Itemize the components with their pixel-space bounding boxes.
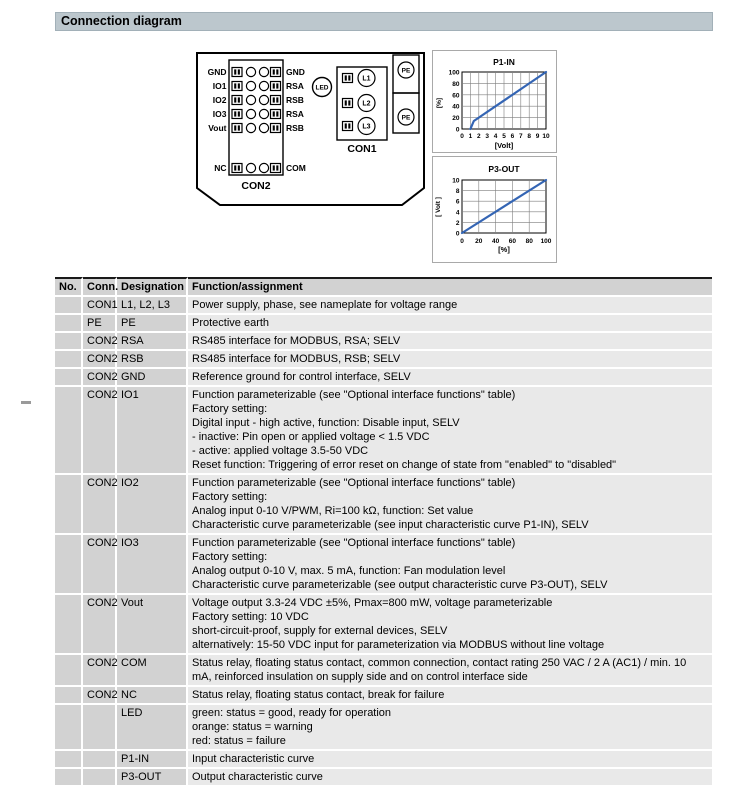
y-tick: 6 — [455, 198, 460, 206]
terminal-icon — [343, 99, 353, 108]
y-axis-label: [%] — [436, 97, 443, 109]
y-tick: 60 — [452, 92, 460, 100]
x-tick: 80 — [525, 238, 533, 245]
cell-designation: IO1 — [117, 387, 188, 475]
x-tick: 2 — [476, 133, 481, 140]
table-row — [55, 369, 712, 387]
column-header-designation: Designation — [117, 277, 188, 297]
function-line: RS485 interface for MODBUS, RSB; SELV — [192, 353, 401, 365]
y-tick: 0 — [455, 126, 460, 134]
led-label: LED — [315, 84, 329, 92]
function-line: orange: status = warning — [192, 721, 313, 733]
function-line: Status relay, floating status contact, common connection, contact rating 250 VAC / 2 A (AC1) / min. 10 mA, reinforced insulation on supply side and on control interface side — [192, 657, 687, 683]
x-axis-label: [%] — [498, 245, 510, 254]
cell-conn: CON2 — [83, 655, 117, 687]
function-line: Factory setting: — [192, 491, 268, 503]
pe-label: PE — [401, 114, 411, 122]
function-line: Reference ground for control interface, SELV — [192, 371, 411, 383]
cell-function — [188, 655, 712, 687]
y-tick: 10 — [452, 177, 460, 185]
con2-pin-label-right: RSA — [286, 109, 304, 119]
cell-designation: IO2 — [117, 475, 188, 535]
cell-function — [188, 687, 712, 705]
pe-label: PE — [401, 67, 411, 75]
y-tick: 80 — [452, 80, 460, 88]
function-line: Reset function: Triggering of error reset on change of state from "enabled" to "disabled" — [192, 459, 617, 471]
cell-conn: CON2 — [83, 535, 117, 595]
cell-function — [188, 351, 712, 369]
wire-hole-icon — [259, 95, 268, 104]
cell-conn: CON2 — [83, 333, 117, 351]
function-line: alternatively: 15-50 VDC input for parameterization via MODBUS without line voltage — [192, 639, 605, 651]
terminal-icon — [232, 82, 242, 91]
x-tick: 8 — [527, 133, 532, 140]
function-line: Power supply, phase, see nameplate for voltage range — [192, 299, 458, 311]
x-axis-label: [Volt] — [494, 141, 514, 150]
cell-function — [188, 769, 712, 787]
terminal-icon — [271, 82, 281, 91]
cell-no — [55, 315, 83, 333]
cell-function — [188, 595, 712, 655]
function-line: RS485 interface for MODBUS, RSA; SELV — [192, 335, 401, 347]
column-header-function: Function/assignment — [188, 277, 712, 297]
terminal-icon — [271, 68, 281, 77]
wire-hole-icon — [259, 109, 268, 118]
cell-no — [55, 369, 83, 387]
y-tick: 0 — [455, 230, 460, 238]
function-line: - active: applied voltage 3.5-50 VDC — [192, 445, 369, 457]
function-line: Function parameterizable (see "Optional interface functions" table) — [192, 389, 516, 401]
pe-blocks — [393, 55, 419, 133]
table-row — [55, 705, 712, 751]
con1-label: CON1 — [347, 143, 377, 155]
terminal-icon — [343, 122, 353, 131]
cell-conn — [83, 769, 117, 787]
con2-pin-label-left: IO2 — [212, 95, 227, 105]
function-line: Status relay, floating status contact, break for failure — [192, 689, 445, 701]
function-line: - inactive: Pin open or applied voltage < 1.5 VDC — [192, 431, 430, 443]
con2-pin-label-right: RSB — [286, 123, 304, 133]
cell-no — [55, 705, 83, 751]
x-tick: 20 — [475, 238, 483, 245]
cell-function — [188, 315, 712, 333]
function-line: Protective earth — [192, 317, 270, 329]
terminal-icon — [271, 164, 281, 173]
section-title: Connection diagram — [55, 12, 713, 31]
con2-pin-label-left: IO3 — [212, 109, 227, 119]
cell-no — [55, 297, 83, 315]
cell-designation: P3-OUT — [117, 769, 188, 787]
x-tick: 5 — [502, 133, 506, 140]
terminal-icon — [232, 96, 242, 105]
led-indicator — [313, 78, 332, 97]
function-line: Factory setting: 10 VDC — [192, 611, 309, 623]
cell-function — [188, 475, 712, 535]
table-row — [55, 535, 712, 595]
cell-designation: Vout — [117, 595, 188, 655]
cell-conn — [83, 751, 117, 769]
terminal-icon — [232, 110, 242, 119]
device-outline — [197, 53, 424, 205]
cell-no — [55, 687, 83, 705]
wire-hole-icon — [259, 123, 268, 132]
p1-in-chart — [432, 50, 557, 153]
cell-designation: COM — [117, 655, 188, 687]
con2-pin-label-right: COM — [286, 163, 306, 173]
x-tick: 1 — [468, 133, 473, 140]
cell-conn — [83, 705, 117, 751]
function-line: Digital input - high active, function: Disable input, SELV — [192, 417, 460, 429]
cell-no — [55, 387, 83, 475]
x-tick: 0 — [460, 133, 464, 140]
cell-no — [55, 333, 83, 351]
cell-designation: LED — [117, 705, 188, 751]
function-line: Voltage output 3.3-24 VDC ±5%, Pmax=800 mW, voltage parameterizable — [192, 597, 553, 609]
cell-no — [55, 769, 83, 787]
wire-hole-icon — [246, 163, 255, 172]
cell-designation: IO3 — [117, 535, 188, 595]
wire-hole-icon — [246, 81, 255, 90]
cell-function — [188, 297, 712, 315]
x-tick: 7 — [518, 133, 523, 140]
table-row — [55, 595, 712, 655]
x-tick: 9 — [535, 133, 540, 140]
table-row — [55, 655, 712, 687]
x-tick: 60 — [508, 238, 517, 245]
function-line: Characteristic curve parameterizable (see input characteristic curve P1-IN), SELV — [192, 519, 589, 531]
cell-designation: RSA — [117, 333, 188, 351]
wire-hole-icon — [246, 109, 255, 118]
con2-pin-label-left: IO1 — [212, 81, 227, 91]
chart-title: P1-IN — [493, 57, 515, 67]
con2-pin-label-left: NC — [214, 163, 227, 173]
function-line: Factory setting: — [192, 551, 268, 563]
con2-pin-label-right: RSB — [286, 95, 304, 105]
cell-function — [188, 751, 712, 769]
cell-conn: CON2 — [83, 687, 117, 705]
x-tick: 4 — [493, 133, 498, 140]
cell-designation: P1-IN — [117, 751, 188, 769]
cell-designation: GND — [117, 369, 188, 387]
y-tick: 100 — [448, 69, 460, 77]
connection-table — [55, 277, 712, 787]
cell-no — [55, 751, 83, 769]
table-row — [55, 687, 712, 705]
x-tick: 3 — [485, 133, 490, 140]
table-row — [55, 333, 712, 351]
terminal-icon — [232, 68, 242, 77]
x-tick: 40 — [491, 238, 500, 245]
cell-no — [55, 595, 83, 655]
function-line: Output characteristic curve — [192, 771, 323, 783]
cell-function — [188, 369, 712, 387]
con2-label: CON2 — [241, 180, 271, 192]
function-line: Function parameterizable (see "Optional interface functions" table) — [192, 477, 516, 489]
connection-device-diagram — [190, 48, 435, 218]
wire-hole-icon — [259, 81, 268, 90]
y-tick: 40 — [452, 103, 460, 111]
cell-function — [188, 705, 712, 751]
phase-label-l3: L3 — [362, 123, 371, 131]
x-tick: 100 — [540, 238, 552, 245]
cell-no — [55, 655, 83, 687]
table-row — [55, 297, 712, 315]
table-row — [55, 751, 712, 769]
function-line: Characteristic curve parameterizable (see output characteristic curve P3-OUT), SELV — [192, 579, 608, 591]
con2-block — [208, 60, 306, 192]
p3-out-chart — [432, 156, 557, 263]
function-line: Function parameterizable (see "Optional interface functions" table) — [192, 537, 516, 549]
con2-pin-label-left: Vout — [208, 123, 227, 133]
con2-pin-label-right: RSA — [286, 81, 304, 91]
column-header-no: No. — [55, 277, 83, 297]
cell-function — [188, 387, 712, 475]
terminal-icon — [271, 96, 281, 105]
terminal-icon — [232, 164, 242, 173]
cell-conn: CON2 — [83, 369, 117, 387]
terminal-icon — [271, 110, 281, 119]
connection-table-body — [55, 297, 712, 787]
function-line: Analog input 0-10 V/PWM, Ri=100 kΩ, function: Set value — [192, 505, 474, 517]
cell-no — [55, 535, 83, 595]
function-line: Analog output 0-10 V, max. 5 mA, function: Fan modulation level — [192, 565, 506, 577]
con1-block — [337, 67, 387, 155]
terminal-icon — [343, 74, 353, 83]
phase-label-l2: L2 — [362, 100, 371, 108]
wire-hole-icon — [246, 123, 255, 132]
cell-no — [55, 475, 83, 535]
p1-in-curve — [470, 72, 546, 129]
cell-conn: CON2 — [83, 351, 117, 369]
cell-designation: PE — [117, 315, 188, 333]
function-line: short-circuit-proof, supply for external devices, SELV — [192, 625, 448, 637]
cell-conn: CON2 — [83, 595, 117, 655]
wire-hole-icon — [259, 67, 268, 76]
margin-dash — [21, 401, 31, 404]
y-tick: 4 — [455, 209, 460, 217]
function-line: green: status = good, ready for operation — [192, 707, 392, 719]
wire-hole-icon — [246, 67, 255, 76]
table-header-row — [55, 277, 712, 297]
x-tick: 6 — [510, 133, 515, 140]
cell-conn: PE — [83, 315, 117, 333]
x-tick: 0 — [460, 238, 464, 245]
con2-pin-label-right: GND — [286, 67, 305, 77]
column-header-conn: Conn. — [83, 277, 117, 297]
p3-out-curve — [462, 180, 546, 233]
function-line: red: status = failure — [192, 735, 286, 747]
y-tick: 2 — [455, 219, 460, 227]
cell-no — [55, 351, 83, 369]
wire-hole-icon — [246, 95, 255, 104]
y-tick: 8 — [455, 188, 460, 196]
function-line: Factory setting: — [192, 403, 268, 415]
cell-designation: L1, L2, L3 — [117, 297, 188, 315]
cell-designation: NC — [117, 687, 188, 705]
x-tick: 10 — [542, 133, 550, 140]
wire-hole-icon — [259, 163, 268, 172]
cell-function — [188, 535, 712, 595]
cell-conn: CON2 — [83, 475, 117, 535]
chart-title: P3-OUT — [488, 164, 520, 174]
cell-conn: CON1 — [83, 297, 117, 315]
con2-pin-label-left: GND — [207, 67, 227, 77]
cell-conn: CON2 — [83, 387, 117, 475]
y-tick: 20 — [452, 115, 460, 123]
cell-designation: RSB — [117, 351, 188, 369]
y-axis-label: [ Volt ] — [435, 197, 442, 217]
terminal-icon — [271, 124, 281, 133]
table-row — [55, 769, 712, 787]
table-row — [55, 387, 712, 475]
phase-label-l1: L1 — [362, 75, 371, 83]
function-line: Input characteristic curve — [192, 753, 315, 765]
terminal-icon — [232, 124, 242, 133]
table-row — [55, 315, 712, 333]
cell-function — [188, 333, 712, 351]
table-row — [55, 475, 712, 535]
table-row — [55, 351, 712, 369]
